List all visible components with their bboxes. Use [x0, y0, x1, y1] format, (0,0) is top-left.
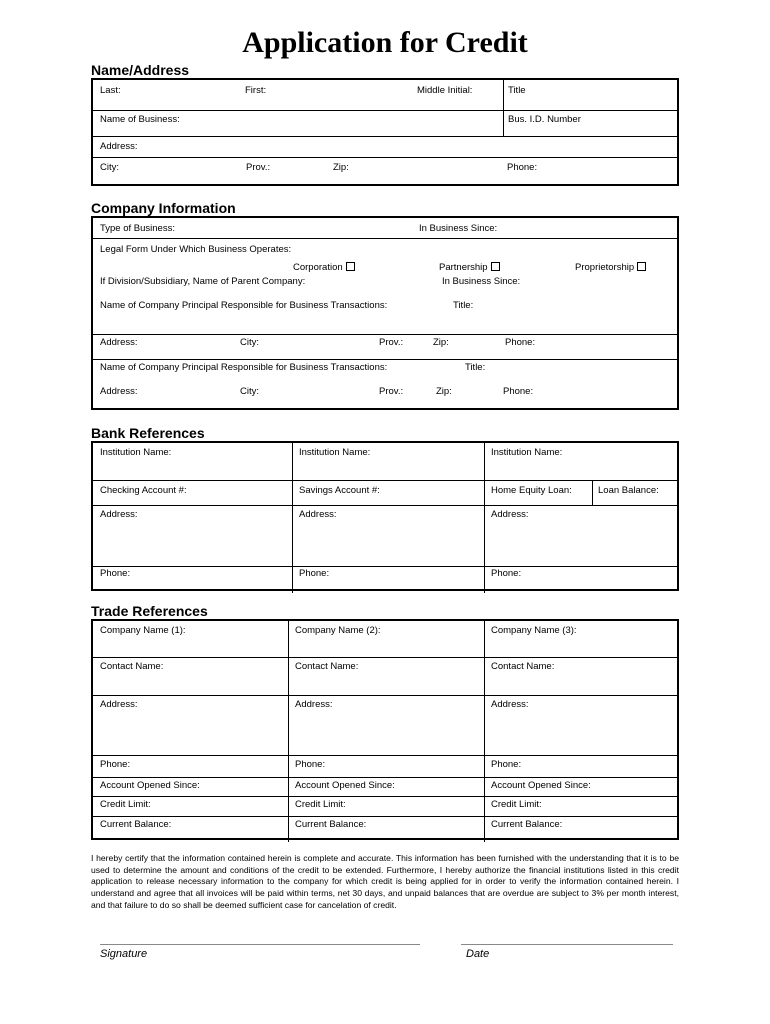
proprietorship-label: Proprietorship: [575, 262, 635, 273]
parent-company-field[interactable]: If Division/Subsidiary, Name of Parent Company:: [100, 276, 306, 287]
bank-3-phone-field[interactable]: Phone:: [491, 568, 522, 579]
trade-references-box: [91, 619, 679, 840]
in-business-since-field[interactable]: In Business Since:: [419, 223, 498, 234]
trade-3-address-field[interactable]: Address:: [491, 699, 529, 710]
trade-2-credit-limit-field[interactable]: Credit Limit:: [295, 799, 346, 810]
bank-1-address-field[interactable]: Address:: [100, 509, 138, 520]
principal-1-city-field[interactable]: City:: [240, 337, 259, 348]
principal-1-prov-field[interactable]: Prov.:: [379, 337, 404, 348]
bank-2-phone-field[interactable]: Phone:: [299, 568, 330, 579]
section-heading-name-address: Name/Address: [91, 62, 190, 78]
trade-1-address-field[interactable]: Address:: [100, 699, 138, 710]
trade-1-phone-field[interactable]: Phone:: [100, 759, 131, 770]
principal-2-city-field[interactable]: City:: [240, 386, 259, 397]
corporation-checkbox[interactable]: [346, 262, 355, 271]
business-name-field[interactable]: Name of Business:: [100, 114, 180, 125]
corporation-option[interactable]: [293, 262, 355, 273]
trade-2-address-field[interactable]: Address:: [295, 699, 333, 710]
principal-1-zip-field[interactable]: Zip:: [433, 337, 449, 348]
trade-3-account-opened-field[interactable]: Account Opened Since:: [491, 780, 591, 791]
principal-1-address-field[interactable]: Address:: [100, 337, 138, 348]
legal-form-label: Legal Form Under Which Business Operates:: [100, 244, 292, 255]
home-equity-loan-field[interactable]: Home Equity Loan:: [491, 485, 572, 496]
bank-references-box: [91, 441, 679, 591]
company-info-box: [91, 216, 679, 410]
proprietorship-checkbox[interactable]: [637, 262, 646, 271]
bank-2-address-field[interactable]: Address:: [299, 509, 337, 520]
phone-field[interactable]: Phone:: [507, 162, 538, 173]
trade-3-company-field[interactable]: Company Name (3):: [491, 625, 577, 636]
section-heading-company: Company Information: [91, 200, 236, 216]
principal-2-title-field[interactable]: Title:: [465, 362, 486, 373]
bank-3-address-field[interactable]: Address:: [491, 509, 529, 520]
savings-account-field[interactable]: Savings Account #:: [299, 485, 380, 496]
principal-2-zip-field[interactable]: Zip:: [436, 386, 452, 397]
trade-1-current-balance-field[interactable]: Current Balance:: [100, 819, 172, 830]
trade-1-company-field[interactable]: Company Name (1):: [100, 625, 186, 636]
proprietorship-option[interactable]: [575, 262, 646, 273]
trade-2-phone-field[interactable]: Phone:: [295, 759, 326, 770]
trade-1-account-opened-field[interactable]: Account Opened Since:: [100, 780, 200, 791]
first-name-field[interactable]: First:: [245, 85, 267, 96]
loan-balance-field[interactable]: Loan Balance:: [598, 485, 659, 496]
trade-3-current-balance-field[interactable]: Current Balance:: [491, 819, 563, 830]
address-field[interactable]: Address:: [100, 141, 138, 152]
zip-field[interactable]: Zip:: [333, 162, 349, 173]
prov-field[interactable]: Prov.:: [246, 162, 271, 173]
name-address-box: [91, 78, 679, 186]
date-label: Date: [466, 948, 490, 960]
signature-line[interactable]: [100, 944, 420, 945]
trade-2-company-field[interactable]: Company Name (2):: [295, 625, 381, 636]
principal-1-phone-field[interactable]: Phone:: [505, 337, 536, 348]
trade-3-phone-field[interactable]: Phone:: [491, 759, 522, 770]
principal-2-address-field[interactable]: Address:: [100, 386, 138, 397]
signature-label: Signature: [100, 948, 148, 960]
corporation-label: Corporation: [293, 262, 343, 273]
last-name-field[interactable]: Last:: [100, 85, 121, 96]
middle-initial-field[interactable]: Middle Initial:: [417, 85, 473, 96]
partnership-checkbox[interactable]: [491, 262, 500, 271]
trade-2-current-balance-field[interactable]: Current Balance:: [295, 819, 367, 830]
bank-3-institution-field[interactable]: Institution Name:: [491, 447, 563, 458]
business-id-field[interactable]: Bus. I.D. Number: [508, 114, 581, 125]
section-heading-bank: Bank References: [91, 425, 205, 441]
trade-3-contact-field[interactable]: Contact Name:: [491, 661, 555, 672]
parent-in-business-since-field[interactable]: In Business Since:: [442, 276, 521, 287]
principal-1-title-field[interactable]: Title:: [453, 300, 474, 311]
trade-1-contact-field[interactable]: Contact Name:: [100, 661, 164, 672]
checking-account-field[interactable]: Checking Account #:: [100, 485, 187, 496]
trade-2-account-opened-field[interactable]: Account Opened Since:: [295, 780, 395, 791]
section-heading-trade: Trade References: [91, 603, 208, 619]
principal-2-phone-field[interactable]: Phone:: [503, 386, 534, 397]
page-title: Application for Credit: [242, 26, 528, 59]
trade-2-contact-field[interactable]: Contact Name:: [295, 661, 359, 672]
principal-2-prov-field[interactable]: Prov.:: [379, 386, 404, 397]
city-field[interactable]: City:: [100, 162, 119, 173]
bank-1-institution-field[interactable]: Institution Name:: [100, 447, 172, 458]
trade-3-credit-limit-field[interactable]: Credit Limit:: [491, 799, 542, 810]
partnership-option[interactable]: [439, 262, 500, 273]
type-of-business-field[interactable]: Type of Business:: [100, 223, 175, 234]
principal-1-name-field[interactable]: Name of Company Principal Responsible for Business Transactions:: [100, 300, 388, 311]
date-line[interactable]: [461, 944, 673, 945]
title-field[interactable]: Title: [508, 85, 526, 96]
trade-1-credit-limit-field[interactable]: Credit Limit:: [100, 799, 151, 810]
certification-text: I hereby certify that the information contained herein is complete and accurate. This information has been furnished with the understanding that it is to be used to determine the amount and conditions of the credit to be extended. Furthermore, I hereby authorize the financial institutions listed in this credit application to release necessary information to the company for which credit is being applied for in order to verify the information contained herein. I understand and agree that all invoices will be paid within terms, net 30 days, and unpaid balances that are overdue are subject to 3% per month interest, and that failure to do so shall be deemed sufficient case for cancelation of credit.: [91, 853, 679, 910]
principal-2-name-field[interactable]: Name of Company Principal Responsible for Business Transactions:: [100, 362, 388, 373]
bank-1-phone-field[interactable]: Phone:: [100, 568, 131, 579]
bank-2-institution-field[interactable]: Institution Name:: [299, 447, 371, 458]
partnership-label: Partnership: [439, 262, 488, 273]
